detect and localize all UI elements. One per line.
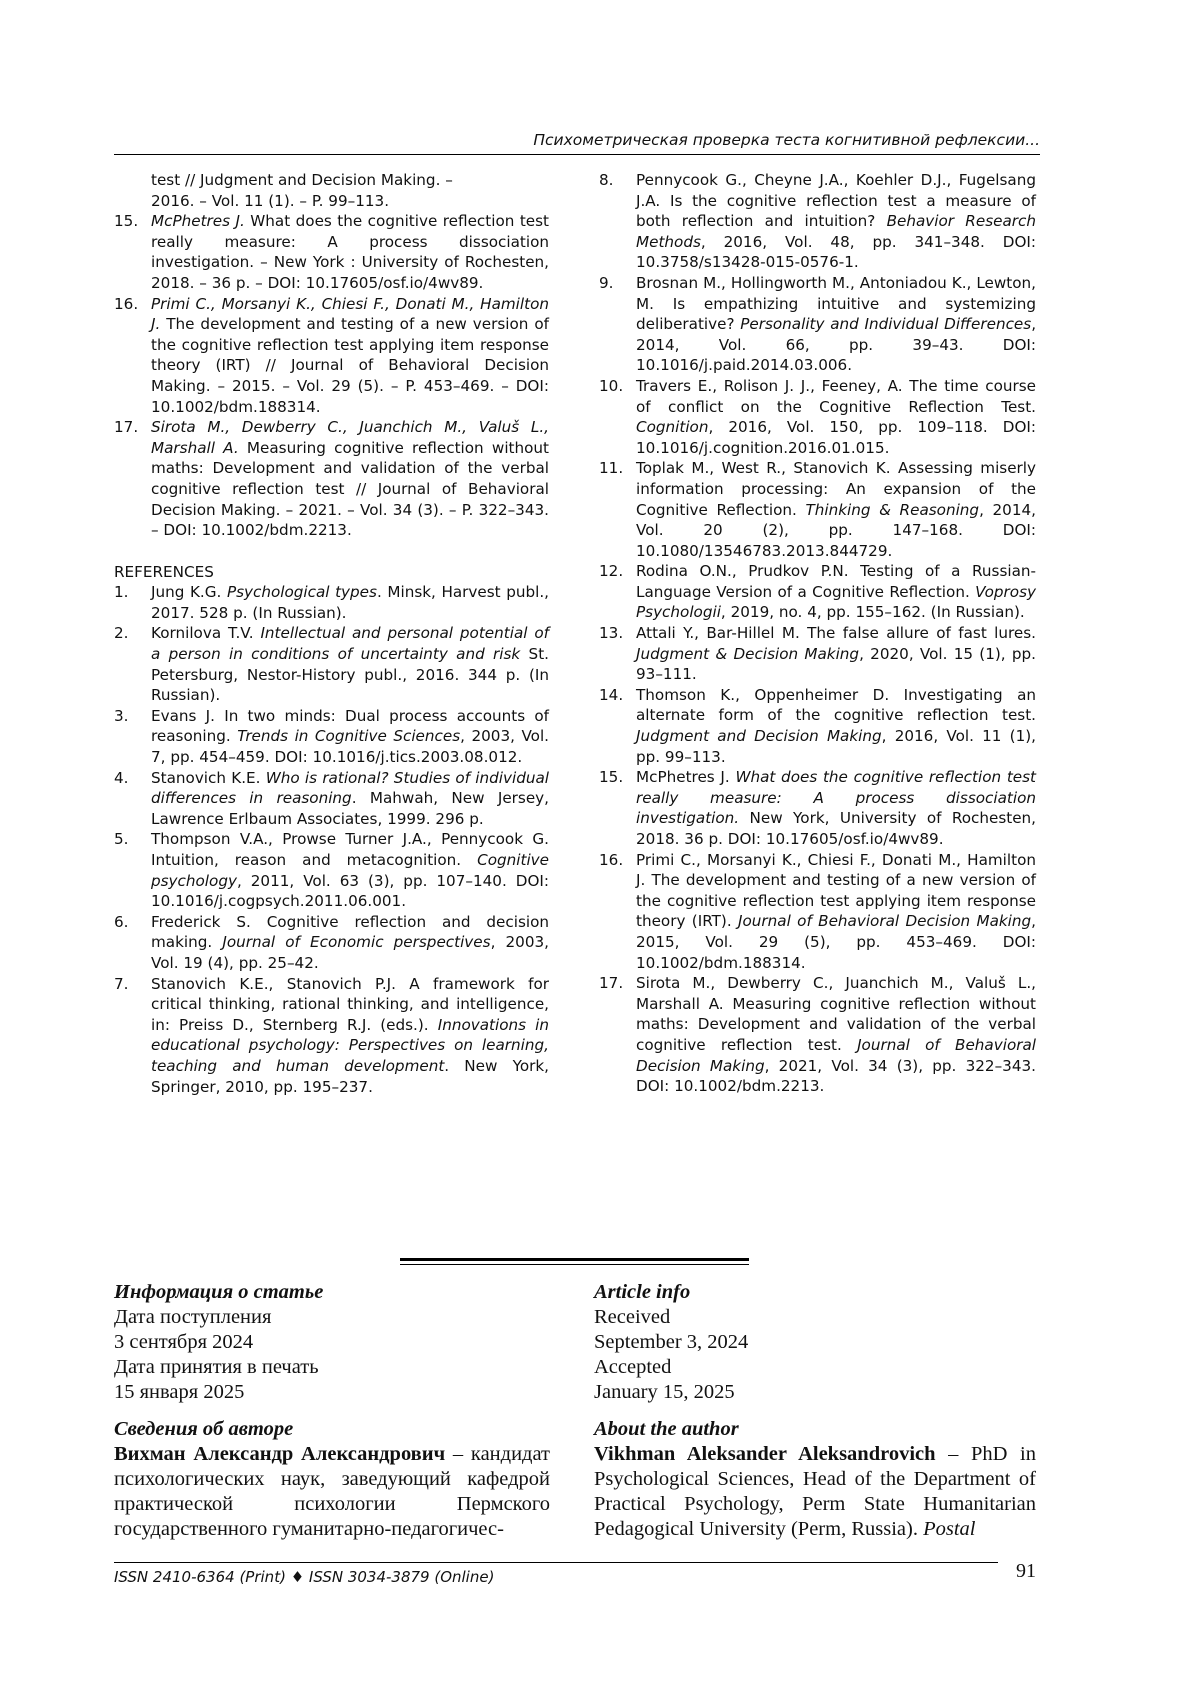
- accepted-label: Дата принятия в печать: [114, 1356, 319, 1378]
- running-title: Психометрическая проверка теста когнитивной рефлексии...: [114, 131, 1040, 155]
- received-label: Дата поступления: [114, 1306, 272, 1328]
- reference-item: 12. Rodina O.N., Prudkov P.N. Testing of a Russian-Language Version of a Cognitive Reflection. Voprosy Psychologii, 2019, no. 4, pp. 155–162. (In Russian).: [599, 562, 1036, 622]
- reference-item: 13. Attali Y., Bar-Hillel M. The false allure of fast lures. Judgment & Decision Making, 2020, Vol. 15 (1), pp. 93–111.: [599, 624, 1036, 684]
- reference-number: 17.: [114, 418, 139, 437]
- reference-number: 3.: [114, 706, 129, 725]
- reference-number: 2.: [114, 624, 129, 643]
- reference-item: 10. Travers E., Rolison J. J., Feeney, A. The time course of conflict on the Cognitive Reflection Test. Cognition, 2016, Vol. 150, pp. 109–118. DOI: 10.1016/j.cognition.2016.01.015.: [599, 376, 1036, 457]
- reference-item: 6. Frederick S. Cognitive reflection and decision making. Journal of Economic perspectives, 2003, Vol. 19 (4), pp. 25–42.: [114, 912, 549, 972]
- reference-item: 5. Thompson V.A., Prowse Turner J.A., Pennycook G. Intuition, reason and metacognition. Cognitive psychology, 2011, Vol. 63 (3), pp. 107–140. DOI: 10.1016/j.cogpsych.2011.06.001.: [114, 830, 549, 911]
- left-column: [114, 170, 549, 1097]
- references-heading: REFERENCES: [114, 562, 214, 581]
- reference-number: 11.: [599, 459, 624, 478]
- reference-item: [114, 417, 549, 541]
- reference-item: 2. Kornilova T.V. Intellectual and personal potential of a person in conditions of uncertainty and risk St. Petersburg, Nestor-History publ., 2016. 344 p. (In Russian).: [114, 624, 549, 705]
- reference-number: 15.: [599, 768, 624, 787]
- reference-item: 11. Toplak M., West R., Stanovich K. Assessing miserly information processing: An expansion of the Cognitive Reflection. Thinking & Reasoning, 2014, Vol. 20 (2), pp. 147–168. DOI: 10.1080/13546783.2013.844729.: [599, 459, 1036, 560]
- reference-authors: McPhetres J.: [151, 212, 245, 231]
- reference-number: 4.: [114, 768, 129, 787]
- reference-number: 12.: [599, 562, 624, 581]
- received-date: September 3, 2024: [594, 1331, 749, 1353]
- reference-item: [114, 211, 549, 293]
- right-column: [599, 170, 1036, 1097]
- article-info-heading: Информация о статье: [114, 1281, 324, 1303]
- reference-number: 5.: [114, 830, 129, 849]
- reference-item: 7. Stanovich K.E., Stanovich P.J. A framework for critical thinking, rational thinking, and intelligence, in: Preiss D., Sternberg R.J. (eds.). Innovations in educational psychology: Perspectives on learning, teaching and human development. New York, Springer, 2010, pp. 195–237.: [114, 974, 549, 1096]
- reference-item: 15. McPhetres J. What does the cognitive reflection test really measure: A process dissociation investigation. New York, University of Rochesten, 2018. 36 p. DOI: 10.17605/osf.io/4wv89.: [599, 768, 1036, 848]
- reference-continuation: test // Judgment and Decision Making. – 2016. – Vol. 11 (1). – P. 99–113.: [151, 171, 453, 210]
- reference-item: 3. Evans J. In two minds: Dual process accounts of reasoning. Trends in Cognitive Sciences, 2003, Vol. 7, pp. 454–459. DOI: 10.1016/j.tics.2003.08.012.: [114, 706, 549, 767]
- article-info-heading: Article info: [594, 1281, 691, 1303]
- reference-number: 13.: [599, 624, 624, 643]
- reference-number: 6.: [114, 912, 129, 931]
- footer-issn: ISSN 2410-6364 (Print) ♦ ISSN 3034-3879 (Online): [114, 1568, 495, 1586]
- article-info-ru: [114, 1280, 550, 1542]
- received-label: Received: [594, 1306, 671, 1328]
- footer-rule: [114, 1562, 998, 1563]
- author-bio: Вихман Александр Александрович – кандидат психологических наук, заведующий кафедрой практической психологии Пермского государственного гуманитарно-педагогичес-: [114, 1443, 550, 1540]
- accepted-date: 15 января 2025: [114, 1381, 245, 1403]
- section-divider: [400, 1258, 749, 1265]
- reference-number: 17.: [599, 974, 624, 993]
- reference-authors: Primi C., Morsanyi K., Chiesi F., Donati M., Hamilton J.: [151, 294, 549, 334]
- received-date: 3 сентября 2024: [114, 1331, 254, 1353]
- author-heading: About the author: [594, 1418, 739, 1440]
- author-bio: Vikhman Aleksander Aleksandrovich – PhD in Psychological Sciences, Head of the Department of Practical Psychology, Perm State Humanitarian Pedagogical University (Perm, Russia). Postal: [594, 1443, 1036, 1540]
- reference-number: 10.: [599, 376, 624, 395]
- page-number: 91: [1016, 1560, 1036, 1582]
- author-heading: Сведения об авторе: [114, 1418, 294, 1440]
- reference-item: 17. Sirota M., Dewberry C., Juanchich M., Valuš L., Marshall A. Measuring cognitive reflection without maths: Development and validation of the verbal cognitive reflection test. Journal of Behavioral Decision Making, 2021, Vol. 34 (3), pp. 322–343. DOI: 10.1002/bdm.2213.: [599, 974, 1037, 1096]
- reference-number: 9.: [599, 273, 614, 292]
- accepted-date: January 15, 2025: [594, 1381, 735, 1403]
- reference-item: 14. Thomson K., Oppenheimer D. Investigating an alternate form of the cognitive reflection test. Judgment and Decision Making, 2016, Vol. 11 (1), pp. 99–113.: [599, 685, 1036, 766]
- accepted-label: Accepted: [594, 1356, 672, 1378]
- reference-number: 16.: [114, 294, 139, 313]
- reference-item: 4. Stanovich K.E. Who is rational? Studies of individual differences in reasoning. Mahwah, New Jersey, Lawrence Erlbaum Associates, 1999. 296 p.: [114, 768, 549, 828]
- reference-authors: Sirota M., Dewberry C., Juanchich M., Valuš L., Marshall A.: [151, 418, 549, 457]
- author-name: Вихман Александр Александрович: [114, 1443, 446, 1465]
- reference-number: 8.: [599, 171, 614, 189]
- reference-text: The development and testing of a new version of the cognitive reflection test applying item response theory (IRT) // Journal of Behavioral Decision Making. – 2015. – Vol. 29 (5). – P. 453–469. – DOI: 10.1002/bdm.188314.: [151, 315, 549, 416]
- reference-number: 14.: [599, 685, 624, 704]
- reference-item: 1. Jung K.G. Psychological types. Minsk, Harvest publ., 2017. 528 p. (In Russian).: [114, 583, 549, 622]
- reference-item: 9. Brosnan M., Hollingworth M., Antoniadou K., Lewton, M. Is empathizing intuitive and systemizing deliberative? Personality and Individual Differences, 2014, Vol. 66, pp. 39–43. DOI: 10.1016/j.paid.2014.03.006.: [599, 273, 1037, 375]
- reference-item: [114, 294, 549, 418]
- reference-number: 1.: [114, 583, 129, 602]
- reference-number: 7.: [114, 974, 129, 993]
- reference-item: 16. Primi C., Morsanyi K., Chiesi F., Donati M., Hamilton J. The development and testing of a new version of the cognitive reflection test applying item response theory (IRT). Journal of Behavioral Decision Making, 2015, Vol. 29 (5), pp. 453–469. DOI: 10.1002/bdm.188314.: [599, 850, 1036, 972]
- reference-number: 16.: [599, 850, 624, 869]
- reference-number: 15.: [114, 212, 139, 231]
- reference-text: Measuring cognitive reflection without maths: Development and validation of the verbal cognitive reflection test // Journal of Behavioral Decision Making. – 2021. – Vol. 34 (3). – P. 322–343. – DOI: 10.1002/bdm.2213.: [151, 438, 549, 540]
- author-name: Vikhman Aleksander Aleksandrovich: [594, 1443, 936, 1465]
- reference-text: What does the cognitive reflection test really measure: A process dissociation investigation. – New York : University of Rochesten, 2018. – 36 p. – DOI: 10.17605/osf.io/4wv89.: [151, 212, 550, 292]
- reference-item: 8. Pennycook G., Cheyne J.A., Koehler D.J., Fugelsang J.A. Is the cognitive reflection test a measure of both reflection and intuition? Behavior Research Methods, 2016, Vol. 48, pp. 341–348. DOI: 10.3758/s13428-015-0576-1.: [599, 171, 1036, 272]
- article-info-en: [594, 1280, 1036, 1542]
